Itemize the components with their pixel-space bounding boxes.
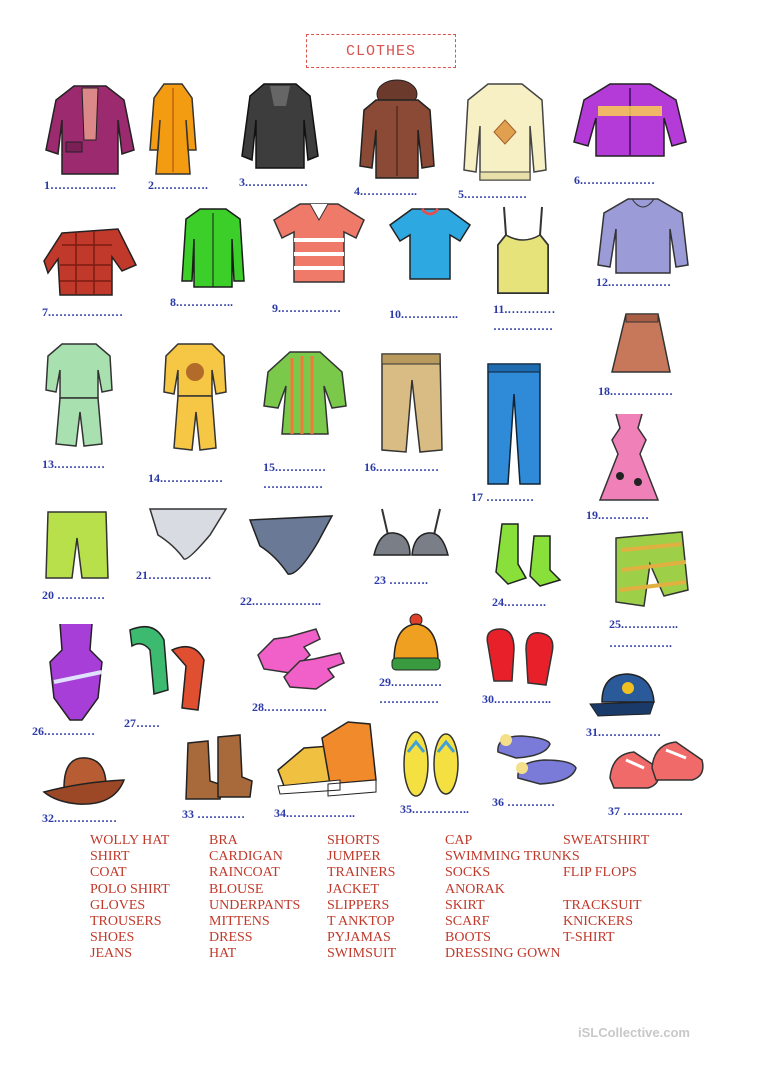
clothing-item-23: [368, 505, 458, 595]
word-bank-item: BOOTS: [445, 930, 491, 946]
shorts-striped-icon: [610, 530, 690, 610]
word-bank-item: FLIP FLOPS: [563, 865, 637, 881]
word-bank-item: WOLLY HAT: [90, 833, 170, 848]
clothing-item-34: [272, 718, 382, 828]
gloves-icon: [254, 625, 350, 691]
answer-line-1[interactable]: 1……………..: [44, 178, 116, 192]
tracksuit-icon: [44, 340, 114, 452]
word-bank-item: COAT: [90, 865, 127, 881]
clothing-item-22: [240, 512, 340, 612]
t-shirt-icon: [388, 205, 472, 281]
clothing-item-37: [606, 738, 706, 828]
tank-top-icon: [494, 205, 552, 295]
polo-shirt-icon: [272, 200, 366, 284]
answer-line-13[interactable]: 13.…………: [42, 457, 105, 471]
answer-line-11b[interactable]: ……………: [493, 319, 553, 333]
answer-line-16[interactable]: 16.……………: [364, 460, 439, 474]
swimming-trunks-icon: [248, 512, 334, 576]
word-bank-item: BRA: [209, 833, 238, 848]
site-watermark: iSLCollective.com: [578, 1025, 690, 1040]
word-bank-item: SOCKS: [445, 865, 491, 881]
answer-line-15[interactable]: 15.…………: [263, 460, 326, 474]
answer-line-25b[interactable]: …………….: [609, 636, 672, 650]
answer-line-9[interactable]: 9.……………: [272, 301, 341, 315]
cardigan-icon: [572, 80, 688, 160]
word-bank-item: [563, 882, 649, 898]
answer-line-5[interactable]: 5.……………: [458, 187, 527, 201]
answer-line-19[interactable]: 19.…………: [586, 508, 649, 522]
skirt-icon: [610, 310, 672, 376]
word-bank-column-4: [445, 833, 580, 963]
clothing-item-10: [388, 205, 478, 325]
clothing-item-5: [458, 80, 558, 205]
word-bank-item: CAP: [445, 833, 473, 848]
clothing-item-15: [262, 348, 357, 493]
answer-line-30[interactable]: 30.…………..: [482, 692, 551, 706]
shoes-icon: [608, 738, 706, 792]
hat-icon: [42, 752, 126, 808]
dress-icon: [598, 410, 660, 504]
word-bank-item: SHORTS: [327, 833, 380, 848]
clothing-item-18: [596, 310, 696, 400]
answer-line-25[interactable]: 25.…………..: [609, 617, 678, 631]
answer-line-20[interactable]: 20 …………: [42, 588, 105, 602]
pyjamas-icon: [162, 340, 228, 452]
clothing-item-33: [180, 733, 260, 828]
word-bank-item: DRESSING GOWN: [445, 946, 561, 962]
clothing-item-12: [596, 195, 696, 300]
clothing-item-14: [148, 340, 243, 485]
socks-icon: [492, 520, 564, 588]
word-bank-item: JEANS: [90, 946, 133, 962]
answer-line-29b[interactable]: ……………: [379, 692, 439, 706]
clothing-item-25: [608, 530, 708, 655]
word-bank-item: JUMPER: [327, 849, 381, 865]
answer-line-37[interactable]: 37 ……………: [608, 804, 683, 818]
word-bank-item: SWEATSHIRT: [563, 833, 650, 848]
answer-line-21[interactable]: 21…………….: [136, 568, 211, 582]
flip-flops-icon: [400, 728, 464, 798]
answer-line-34[interactable]: 34.……………..: [274, 806, 355, 820]
word-bank-item: [563, 946, 649, 962]
word-bank-item: SHOES: [90, 930, 135, 946]
clothing-item-7: [42, 225, 152, 320]
clothing-item-29: [378, 612, 468, 712]
answer-line-24[interactable]: 24.……….: [492, 595, 546, 609]
raincoat-icon: [148, 80, 198, 175]
trainers-icon: [274, 718, 378, 802]
clothing-item-16: [364, 350, 464, 480]
word-bank-item: UNDERPANTS: [209, 897, 301, 913]
answer-line-15b[interactable]: ……………: [263, 477, 323, 491]
word-bank-item: [563, 849, 649, 865]
clothing-item-26: [32, 622, 112, 742]
clothing-item-36: [490, 728, 580, 813]
clothing-item-11: [492, 205, 572, 340]
clothing-item-6: [572, 80, 690, 195]
word-bank-item: HAT: [209, 946, 237, 962]
boots-icon: [182, 733, 254, 803]
answer-line-6[interactable]: 6.………………: [574, 173, 655, 187]
word-bank-column-5: [563, 833, 649, 963]
word-bank-item: KNICKERS: [563, 913, 634, 929]
answer-line-17[interactable]: 17 …………: [471, 490, 534, 504]
word-bank-item: SWIMMING TRUNKS: [445, 849, 580, 865]
word-bank-item: POLO SHIRT: [90, 881, 170, 897]
bra-icon: [370, 505, 452, 565]
answer-line-2[interactable]: 2.………….: [148, 178, 208, 192]
clothing-item-31: [584, 668, 684, 743]
answer-line-12[interactable]: 12.……………: [596, 275, 671, 289]
answer-line-22[interactable]: 22.……………..: [240, 594, 321, 608]
answer-line-11[interactable]: 11.…………: [493, 302, 556, 316]
sweatshirt-icon: [596, 195, 690, 275]
checked-shirt-icon: [42, 225, 138, 297]
word-bank-item: MITTENS: [209, 913, 270, 929]
word-bank-item: T ANKTOP: [327, 913, 395, 929]
word-bank-item: SLIPPERS: [327, 897, 390, 913]
answer-line-8[interactable]: 8.…………..: [170, 295, 233, 309]
answer-line-3[interactable]: 3.……………: [239, 175, 308, 189]
word-bank-item: TROUSERS: [90, 913, 162, 929]
answer-line-4[interactable]: 4.…………..: [354, 184, 417, 198]
clothing-item-9: [272, 200, 372, 320]
answer-line-27[interactable]: 27……: [124, 716, 160, 730]
answer-line-35[interactable]: 35.…………..: [400, 802, 469, 816]
word-bank-item: BLOUSE: [209, 881, 264, 897]
answer-line-10[interactable]: 10.…………..: [389, 307, 458, 321]
answer-line-23[interactable]: 23 ……….: [374, 573, 428, 587]
clothing-item-20: [42, 508, 132, 608]
answer-line-14[interactable]: 14.……………: [148, 471, 223, 485]
answer-line-33[interactable]: 33 …………: [182, 807, 245, 821]
word-bank-column-2: [209, 833, 300, 963]
clothing-item-3: [238, 80, 330, 195]
worksheet-title: CLOTHES: [306, 34, 456, 68]
wolly-hat-icon: [388, 612, 444, 674]
word-bank-item: GLOVES: [90, 897, 146, 913]
word-bank-item: SWIMSUIT: [327, 946, 397, 962]
dressing-gown-icon: [262, 348, 348, 436]
slippers-icon: [492, 728, 578, 790]
jumper-icon: [462, 80, 548, 182]
word-bank-item: TRAINERS: [327, 865, 396, 881]
word-bank-item: TRACKSUIT: [563, 897, 642, 913]
answer-line-36[interactable]: 36 …………: [492, 795, 555, 809]
clothing-item-28: [252, 625, 352, 725]
shirt-icon: [180, 205, 246, 289]
shorts-icon: [44, 508, 110, 580]
answer-line-29[interactable]: 29.…………: [379, 675, 442, 689]
clothing-item-27: [122, 620, 212, 732]
clothing-item-19: [584, 410, 684, 525]
swimsuit-icon: [46, 622, 106, 722]
word-bank-item: CARDIGAN: [209, 849, 283, 865]
answer-line-26[interactable]: 26.…………: [32, 724, 95, 738]
leather-jacket-icon: [240, 80, 320, 175]
word-bank-item: SCARF: [445, 913, 490, 929]
word-bank: [90, 833, 690, 973]
clothing-item-21: [136, 505, 231, 590]
clothing-item-13: [42, 340, 132, 475]
answer-line-28[interactable]: 28.……………: [252, 700, 327, 714]
word-bank-column-3: [327, 833, 396, 963]
underpants-icon: [148, 505, 228, 561]
cap-icon: [588, 668, 658, 722]
word-bank-item: SKIRT: [445, 897, 485, 913]
word-bank-item: ANORAK: [445, 881, 505, 897]
word-bank-item: RAINCOAT: [209, 865, 280, 881]
word-bank-item: JACKET: [327, 881, 380, 897]
word-bank-item: PYJAMAS: [327, 930, 391, 946]
clothing-item-32: [42, 752, 142, 832]
clothing-item-30: [480, 625, 570, 715]
clothing-item-2: [146, 80, 226, 195]
trousers-icon: [378, 350, 444, 454]
scarf-icon: [124, 620, 208, 712]
clothing-item-8: [170, 205, 260, 315]
answer-line-32[interactable]: 32.……………: [42, 811, 117, 825]
mittens-icon: [482, 625, 558, 687]
word-bank-item: SHIRT: [90, 849, 130, 865]
clothing-item-17: [470, 360, 560, 508]
answer-line-31[interactable]: 31.……………: [586, 725, 661, 739]
word-bank-column-1: [90, 833, 170, 963]
word-bank-item: T-SHIRT: [563, 930, 615, 946]
clothing-item-1: [44, 80, 136, 195]
anorak-icon: [358, 80, 436, 180]
jeans-icon: [484, 360, 544, 486]
clothing-item-4: [354, 80, 444, 200]
jacket-icon: [44, 80, 136, 175]
clothing-item-24: [490, 520, 570, 610]
word-bank-item: DRESS: [209, 930, 253, 946]
answer-line-18[interactable]: 18.……………: [598, 384, 673, 398]
clothing-item-35: [398, 728, 488, 823]
answer-line-7[interactable]: 7.………………: [42, 305, 123, 319]
